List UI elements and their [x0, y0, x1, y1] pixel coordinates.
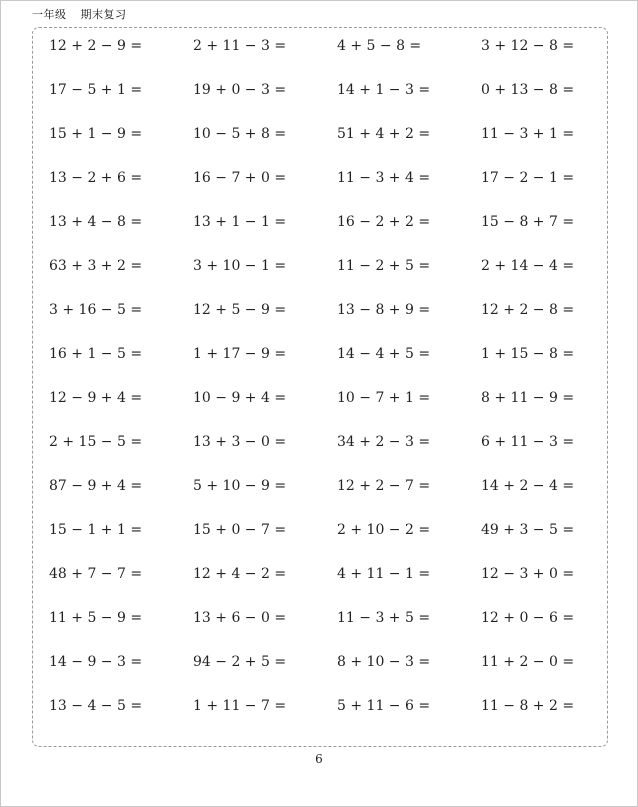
arithmetic-problem: 14 + 2 − 4 =: [481, 478, 575, 494]
arithmetic-problem: 49 + 3 − 5 =: [481, 522, 575, 538]
arithmetic-problem: 1 + 15 − 8 =: [481, 346, 575, 362]
arithmetic-problem: 17 − 5 + 1 =: [49, 82, 143, 98]
arithmetic-problem: 17 − 2 − 1 =: [481, 170, 575, 186]
arithmetic-problem: 12 − 9 + 4 =: [49, 390, 143, 406]
arithmetic-problem: 3 + 16 − 5 =: [49, 302, 143, 318]
arithmetic-problem: 2 + 10 − 2 =: [337, 522, 431, 538]
arithmetic-problem: 1 + 11 − 7 =: [193, 698, 287, 714]
arithmetic-problem: 13 + 4 − 8 =: [49, 214, 143, 230]
arithmetic-problem: 48 + 7 − 7 =: [49, 566, 143, 582]
arithmetic-problem: 12 − 3 + 0 =: [481, 566, 575, 582]
arithmetic-problem: 10 − 9 + 4 =: [193, 390, 287, 406]
arithmetic-problem: 12 + 2 − 8 =: [481, 302, 575, 318]
arithmetic-problem: 15 + 0 − 7 =: [193, 522, 287, 538]
arithmetic-problem: 13 − 8 + 9 =: [337, 302, 431, 318]
arithmetic-problem: 11 + 2 − 0 =: [481, 654, 575, 670]
arithmetic-problem: 2 + 15 − 5 =: [49, 434, 143, 450]
arithmetic-problem: 8 + 10 − 3 =: [337, 654, 431, 670]
arithmetic-problem: 13 + 1 − 1 =: [193, 214, 287, 230]
header-title: 期末复习: [80, 8, 127, 21]
grade-label: 一年级: [32, 8, 67, 21]
arithmetic-problem: 3 + 10 − 1 =: [193, 258, 287, 274]
arithmetic-problem: 13 + 3 − 0 =: [193, 434, 287, 450]
arithmetic-problem: 15 − 8 + 7 =: [481, 214, 575, 230]
arithmetic-problem: 12 + 5 − 9 =: [193, 302, 287, 318]
arithmetic-problem: 11 − 8 + 2 =: [481, 698, 575, 714]
arithmetic-problem: 0 + 13 − 8 =: [481, 82, 575, 98]
arithmetic-problem: 4 + 5 − 8 =: [337, 38, 422, 54]
arithmetic-problem: 11 − 3 + 1 =: [481, 126, 575, 142]
arithmetic-problem: 11 − 3 + 5 =: [337, 610, 431, 626]
arithmetic-problem: 5 + 11 − 6 =: [337, 698, 431, 714]
arithmetic-problem: 1 + 17 − 9 =: [193, 346, 287, 362]
arithmetic-problem: 11 + 5 − 9 =: [49, 610, 143, 626]
arithmetic-problem: 8 + 11 − 9 =: [481, 390, 575, 406]
arithmetic-problem: 12 + 2 − 7 =: [337, 478, 431, 494]
arithmetic-problem: 6 + 11 − 3 =: [481, 434, 575, 450]
arithmetic-problem: 15 − 1 + 1 =: [49, 522, 143, 538]
arithmetic-problem: 10 − 5 + 8 =: [193, 126, 287, 142]
arithmetic-problem: 16 − 7 + 0 =: [193, 170, 287, 186]
arithmetic-problem: 16 − 2 + 2 =: [337, 214, 431, 230]
arithmetic-problem: 13 − 2 + 6 =: [49, 170, 143, 186]
arithmetic-problem: 51 + 4 + 2 =: [337, 126, 431, 142]
arithmetic-problem: 12 + 2 − 9 =: [49, 38, 143, 54]
arithmetic-problem: 63 + 3 + 2 =: [49, 258, 143, 274]
arithmetic-problem: 12 + 0 − 6 =: [481, 610, 575, 626]
worksheet-box: [32, 27, 608, 747]
arithmetic-problem: 87 − 9 + 4 =: [49, 478, 143, 494]
arithmetic-problem: 14 + 1 − 3 =: [337, 82, 431, 98]
arithmetic-problem: 2 + 11 − 3 =: [193, 38, 287, 54]
arithmetic-problem: 14 − 9 − 3 =: [49, 654, 143, 670]
arithmetic-problem: 3 + 12 − 8 =: [481, 38, 575, 54]
arithmetic-problem: 34 + 2 − 3 =: [337, 434, 431, 450]
arithmetic-problem: 2 + 14 − 4 =: [481, 258, 575, 274]
arithmetic-problem: 11 − 2 + 5 =: [337, 258, 431, 274]
arithmetic-problem: 13 − 4 − 5 =: [49, 698, 143, 714]
arithmetic-problem: 14 − 4 + 5 =: [337, 346, 431, 362]
page-header: [32, 6, 141, 22]
page-number: 6: [315, 752, 323, 766]
problem-grid: [49, 36, 625, 740]
arithmetic-problem: 4 + 11 − 1 =: [337, 566, 431, 582]
arithmetic-problem: 12 + 4 − 2 =: [193, 566, 287, 582]
arithmetic-problem: 13 + 6 − 0 =: [193, 610, 287, 626]
arithmetic-problem: 16 + 1 − 5 =: [49, 346, 143, 362]
arithmetic-problem: 5 + 10 − 9 =: [193, 478, 287, 494]
arithmetic-problem: 94 − 2 + 5 =: [193, 654, 287, 670]
arithmetic-problem: 10 − 7 + 1 =: [337, 390, 431, 406]
arithmetic-problem: 15 + 1 − 9 =: [49, 126, 143, 142]
arithmetic-problem: 11 − 3 + 4 =: [337, 170, 431, 186]
arithmetic-problem: 19 + 0 − 3 =: [193, 82, 287, 98]
